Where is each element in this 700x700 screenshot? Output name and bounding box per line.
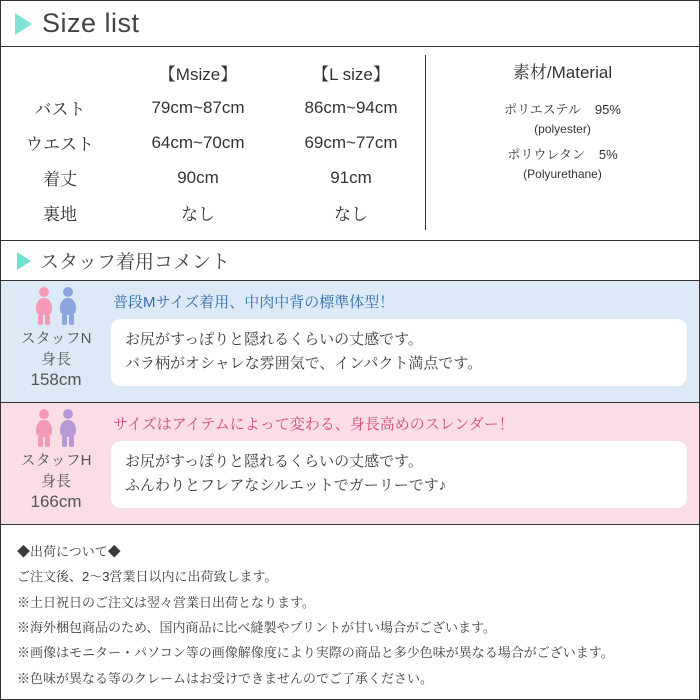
- staff-block-n: [1, 281, 699, 403]
- staff-h-lead: サイズはアイテムによって変わる、身長高めのスレンダー！: [113, 416, 514, 433]
- col-head-blank: [1, 55, 119, 90]
- staff-h-bubble-line: お尻がすっぽりと隠れるくらいの丈感です。: [125, 453, 423, 470]
- length-l: 91cm: [330, 167, 372, 187]
- staff-n-figures: [1, 285, 111, 325]
- person-figure-icon: [58, 287, 78, 325]
- row-label-length: 着丈: [43, 170, 77, 189]
- material-line-1: [426, 100, 699, 120]
- col-head-m: 【Msize】: [158, 65, 238, 84]
- person-figure-icon: [34, 409, 54, 447]
- staff-n-comment: [111, 281, 699, 402]
- bust-l: 86cm~94cm: [304, 97, 398, 117]
- material-line-2: [426, 145, 699, 165]
- notes-line: ※色味が異なる等のクレームはお受けできませんのでご了承ください。: [17, 670, 434, 686]
- lining-m: なし: [181, 205, 215, 224]
- staff-block-h: [1, 403, 699, 525]
- staff-n-bubble-line: お尻がすっぽりと隠れるくらいの丈感です。: [125, 331, 423, 348]
- notes-line: ※海外梱包商品のため、国内商品に比べ縫製やプリントが甘い場合がございます。: [17, 620, 496, 636]
- size-table-section: [1, 47, 699, 241]
- row-label-lining: 裏地: [43, 205, 77, 224]
- material-1-name: ポリエステル: [504, 102, 581, 118]
- page-title-bar: [1, 1, 699, 47]
- length-m: 90cm: [177, 167, 219, 187]
- staff-h-height-label: 身長: [40, 473, 71, 490]
- material-2-name: ポリウレタン: [507, 147, 585, 163]
- staff-h-bubble-line: ふんわりとフレアなシルエットでガーリーです♪: [125, 477, 447, 495]
- notes-heading: ◆出荷について◆: [17, 544, 121, 559]
- waist-m: 64cm~70cm: [151, 132, 245, 152]
- staff-n-bubble: [111, 319, 687, 386]
- row-label-bust: バスト: [34, 100, 86, 119]
- triangle-bullet-icon: [17, 252, 31, 270]
- bust-m: 79cm~87cm: [151, 97, 245, 117]
- material-1-value: 95%: [594, 102, 621, 118]
- material-2-value: 5%: [598, 147, 618, 163]
- staff-n-name: スタッフN: [20, 330, 92, 347]
- waist-l: 69cm~77cm: [304, 132, 398, 152]
- page-title: Size list: [42, 8, 140, 38]
- staff-n-height-value: 158cm: [30, 370, 82, 389]
- staff-h-figures: [1, 407, 111, 447]
- lining-l: なし: [334, 205, 368, 224]
- staff-comment-heading-bar: [1, 241, 699, 281]
- staff-comment-heading: スタッフ着用コメント: [40, 252, 231, 273]
- material-2-sub: (Polyurethane): [523, 167, 602, 182]
- notes-line: ※画像はモニター・パソコン等の画像解像度により実際の商品と多少色味が異なる場合がございます。: [17, 645, 614, 661]
- staff-h-name: スタッフH: [20, 452, 92, 469]
- staff-h-profile: [1, 403, 111, 524]
- person-figure-icon: [34, 287, 54, 325]
- person-figure-icon: [58, 409, 78, 447]
- staff-h-height-value: 166cm: [30, 492, 82, 511]
- staff-n-height-label: 身長: [40, 351, 71, 368]
- shipping-notes: [1, 525, 699, 700]
- table-header-row: [1, 55, 699, 90]
- material-cell: [426, 55, 700, 230]
- size-table: [1, 55, 699, 230]
- material-title: 素材/Material: [512, 63, 613, 82]
- row-label-waist: ウエスト: [26, 135, 94, 154]
- staff-n-lead: 普段Mサイズ着用、中肉中背の標準体型！: [113, 294, 395, 311]
- notes-line: ※土日祝日のご注文は翌々営業日出荷となります。: [17, 594, 315, 610]
- staff-h-bubble: [111, 441, 687, 508]
- staff-n-bubble-line: バラ柄がオシャレな雰囲気で、インパクト満点です。: [125, 355, 483, 373]
- triangle-bullet-icon: [15, 13, 32, 35]
- material-1-sub: (polyester): [534, 122, 591, 137]
- staff-h-comment: [111, 403, 699, 524]
- staff-n-profile: [1, 281, 111, 402]
- col-head-l: 【L size】: [312, 65, 390, 84]
- notes-line: ご注文後、2～3営業日以内に出荷致します。: [17, 569, 278, 585]
